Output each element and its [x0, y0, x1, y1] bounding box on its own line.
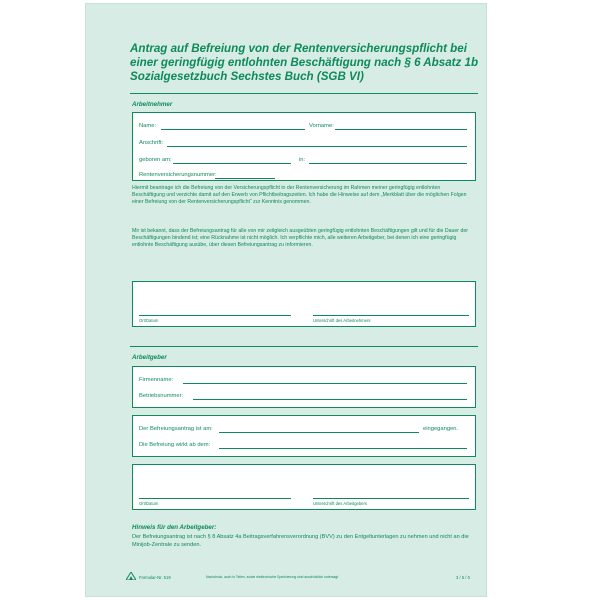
firmenname-field[interactable]: [183, 383, 467, 384]
eingang-datum-field[interactable]: [219, 432, 419, 433]
wirkt-ab-label: Die Befreiung wirkt ab dem:: [139, 442, 211, 448]
name-label: Name:: [139, 123, 157, 129]
hinweis-text: Der Befreiungsantrag ist nach § 8 Absatz 4a Beitragsverfahrensverordnung (BVV) zu den Entgeltunterlagen zu nehmen und nicht an die Minijob-Zentrale zu senden.: [132, 534, 469, 548]
divider: [130, 93, 478, 94]
form-number: Formular-Nr. 519: [139, 575, 171, 580]
anschrift-field[interactable]: [167, 146, 467, 147]
eingang-label: Der Befreiungsantrag ist am:: [139, 426, 213, 432]
wirkt-ab-field[interactable]: [219, 448, 467, 449]
publisher-logo-icon: [126, 572, 136, 580]
betriebsnummer-label: Betriebsnummer:: [139, 393, 184, 399]
geburtsort-label: in:: [299, 157, 306, 163]
form-code: 3 / 5 / 0: [456, 575, 470, 580]
eingang-suffix: eingegangen.: [423, 426, 459, 432]
employee-ort-datum-caption: Ort/Datum: [139, 318, 159, 323]
employee-data-box: [132, 112, 476, 181]
firmenname-label: Firmenname:: [139, 377, 174, 383]
employee-signature-caption: Unterschrift des Arbeitnehmers: [313, 318, 371, 323]
hinweis-heading: Hinweis für den Arbeitgeber:: [132, 524, 217, 531]
declaration-paragraph-2: Mir ist bekannt, dass der Befreiungsantrag für alle von mir zeitgleich ausgeübten geringfügig entlohnten Beschäftigungen gilt und für die Dauer der Beschäftigungen bindend ist; eine Rücknahme ist nicht möglich. Ich verpflichte mich, alle weiteren Arbeitgeber, bei denen ich eine geringfügig entlohnte Beschäftigung ausübe, über diesen Befreiungsantrag zu informieren.: [132, 228, 468, 248]
anschrift-label: Anschrift:: [139, 140, 164, 146]
employer-signature-line[interactable]: [313, 498, 469, 499]
form-sheet: [86, 4, 486, 596]
name-field[interactable]: [161, 129, 305, 130]
employer-data-box: [132, 366, 476, 408]
geburtsort-field[interactable]: [309, 163, 467, 164]
employee-signature-box: [132, 281, 476, 327]
geburtsdatum-field[interactable]: [173, 163, 291, 164]
employer-ort-datum-caption: Ort/Datum: [139, 501, 159, 506]
employee-signature-line[interactable]: [313, 315, 469, 316]
employer-signature-box: [132, 464, 476, 510]
divider: [130, 346, 478, 347]
declaration-paragraph-1: Hiermit beantrage ich die Befreiung von der Versicherungspflicht in der Rentenversicherung im Rahmen meiner geringfügig entlohnten Beschäftigung und verzichte damit auf den Erwerb von Pflichtbeitragszeiten. Ich habe die Hinweise auf dem „Merkblatt über die möglichen Folgen einer Befreiung von der Rentenversicherungspflicht“ zur Kenntnis genommen.: [132, 185, 467, 205]
rvnr-field[interactable]: [215, 178, 275, 179]
employer-signature-caption: Unterschrift des Arbeitgebers: [313, 501, 367, 506]
form-title: Antrag auf Befreiung von der Rentenversicherungspflicht bei einer geringfügig entlohnten Beschäftigung nach § 6 Absatz 1b Sozialgesetzbuch Sechstes Buch (SGB VI): [130, 42, 479, 83]
vorname-label: Vorname:: [309, 123, 334, 129]
rvnr-label: Rentenversicherungsnummer:: [139, 172, 217, 178]
employer-receipt-box: [132, 415, 476, 457]
vorname-field[interactable]: [335, 129, 467, 130]
employee-ort-datum-line[interactable]: [139, 315, 291, 316]
section-heading-arbeitgeber: Arbeitgeber: [132, 354, 167, 361]
section-heading-arbeitnehmer: Arbeitnehmer: [132, 101, 173, 108]
betriebsnummer-field[interactable]: [193, 399, 467, 400]
geboren-label: geboren am:: [139, 157, 172, 163]
employer-ort-datum-line[interactable]: [139, 498, 291, 499]
copyright-notice: Nachdruck, auch in Teilen, sowie elektronische Speicherung sind ausdrücklich untersagt: [206, 575, 339, 579]
